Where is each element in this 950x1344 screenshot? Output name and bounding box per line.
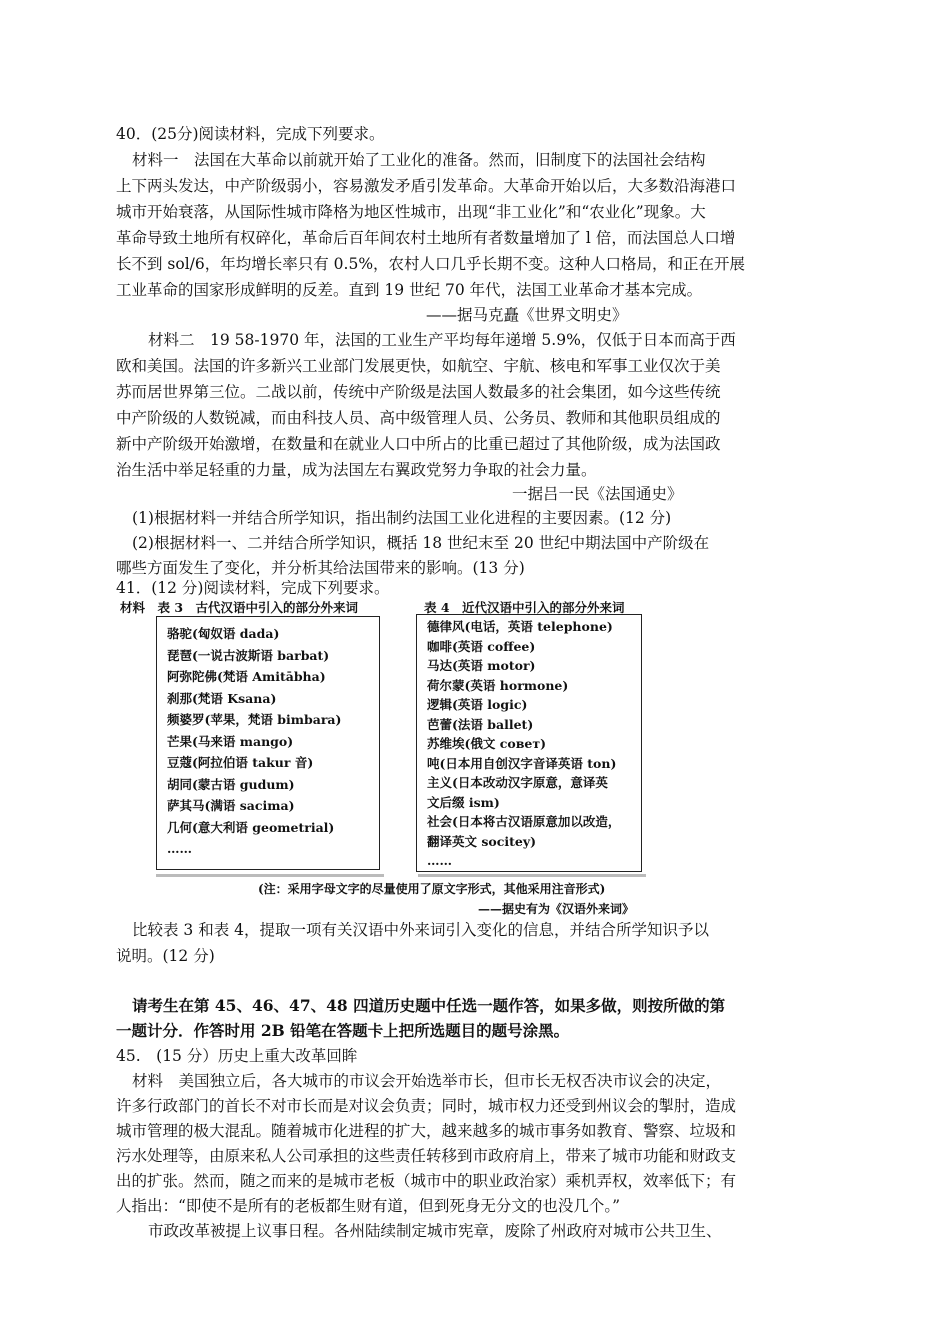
q40-m1-line: 材料一 法国在大革命以前就开始了工业化的准备。然而，旧制度下的法国社会结构 — [132, 151, 706, 169]
q41-requirement: 比较表 3 和表 4，提取一项有关汉语中外来词引入变化的信息，并结合所学知识予以 — [132, 921, 710, 939]
q45-title: 45. (15 分）历史上重大改革回眸 — [116, 1047, 358, 1065]
q40-m2-line: 苏而居世界第三位。二战以前，传统中产阶级是法国人数最多的社会集团，如今这些传统 — [116, 383, 721, 401]
q45-line: 城市管理的极大混乱。随着城市化进程的扩大，越来越多的城市事务如教育、警察、垃圾和 — [116, 1122, 737, 1140]
table-note: (注：采用字母文字的尽量使用了原文字形式，其他采用注音形式) — [258, 882, 606, 896]
q45-line: 污水处理等，由原来私人公司承担的这些责任转移到市政府肩上，带来了城市功能和财政支 — [116, 1147, 737, 1165]
q40-requirement-2: (2)根据材料一、二并结合所学知识，概括 18 世纪末至 20 世纪中期法国中产阶级在 — [132, 534, 710, 552]
q40-m1-line: 长不到 sol/6，年均增长率只有 0.5%，农村人口几乎长期不变。这种人口格局，和正在开展 — [116, 255, 746, 273]
q45-line: 出的扩张。然而，随之而来的是城市老板（城市中的职业政治家）乘机弄权，效率低下；有 — [116, 1172, 737, 1190]
q40-requirement-2-cont: 哪些方面发生了变化，并分析其给法国带来的影响。(13 分) — [116, 559, 525, 577]
table3-row: 几何(意大利语 geometrial) — [167, 819, 335, 835]
table4-shadow — [418, 874, 646, 877]
q45-line: 材料 美国独立后，各大城市的市议会开始选举市长，但市长无权否决市议会的决定， — [132, 1072, 722, 1090]
table4-row: 芭蕾(法语 ballet) — [427, 716, 534, 732]
q45-line: 许多行政部门的首长不对市长而是对议会负责；同时，城市权力还受到州议会的掣肘，造成 — [116, 1097, 737, 1115]
table4-heading: 表 4 近代汉语中引入的部分外来词 — [424, 600, 625, 615]
q40-m2-line: 欧和美国。法国的许多新兴工业部门发展更快，如航空、宇航、核电和军事工业仅次于美 — [116, 357, 721, 375]
table3-row: 频婆罗(苹果，梵语 bimbara) — [167, 712, 342, 727]
q40-m1-source: ——据马克矗《世界文明史》 — [426, 306, 628, 324]
table3-shadow — [156, 874, 384, 877]
table3-heading: 材料 表 3 古代汉语中引入的部分外来词 — [120, 600, 359, 615]
q40-m1-line: 工业革命的国家形成鲜明的反差。直到 19 世纪 70 年代，法国工业革命才基本完成。 — [116, 281, 703, 299]
q40-m1-line: 上下两头发达，中产阶级弱小，容易激发矛盾引发革命。大革命开始以后，大多数沿海港口 — [116, 177, 737, 195]
table4-row: 德律风(电话，英语 telephone) — [427, 619, 613, 634]
table4-row: 社会(日本将古汉语原意加以改造， — [427, 814, 621, 829]
table3-row: 琵琶(一说古波斯语 barbat) — [167, 647, 330, 663]
q40-m1-line: 城市开始衰落，从国际性城市降格为地区性城市，出现“非工业化”和“农业化”现象。大 — [116, 203, 706, 221]
table4-row: 文后缀 ism) — [427, 794, 500, 810]
table-source: ——据史有为《汉语外来词》 — [478, 902, 635, 916]
table4-row: 马达(英语 motor) — [427, 658, 536, 673]
selection-notice: 请考生在第 45、46、47、48 四道历史题中任选一题作答，如果多做，则按所做的第 — [132, 996, 726, 1015]
q40-m2-line: 中产阶级的人数锐减，而由科技人员、高中级管理人员、公务员、教师和其他职员组成的 — [116, 409, 721, 427]
table4-row: 逻辑(英语 logic) — [427, 697, 528, 712]
table3-row: 豆蔻(阿拉伯语 takur 音) — [167, 755, 314, 770]
table3-row: 胡同(蒙古语 gudum) — [167, 776, 295, 792]
table3-row: 骆驼(匈奴语 dada) — [167, 626, 280, 641]
q40-m2-line: 治生活中举足轻重的力量，成为法国左右翼政党努力争取的社会力量。 — [116, 461, 597, 479]
q40-title: 40．(25分)阅读材料，完成下列要求。 — [116, 125, 385, 143]
q40-m2-source: 一据吕一民《法国通史》 — [512, 485, 683, 503]
q41-requirement-cont: 说明。(12 分) — [116, 947, 215, 965]
q40-m2-line: 新中产阶级开始激增，在数量和在就业人口中所占的比重已超过了其他阶级，成为法国政 — [116, 435, 721, 453]
table4 — [416, 614, 642, 872]
table4-row: 咖啡(英语 coffee) — [427, 638, 536, 654]
selection-notice-cont: 一题计分．作答时用 2B 铅笔在答题卡上把所选题目的题号涂黑。 — [116, 1021, 570, 1040]
table3-row: 芒果(马来语 mango) — [167, 733, 294, 749]
q41-title: 41．(12 分)阅读材料，完成下列要求。 — [116, 579, 390, 597]
table3-row: …… — [167, 841, 192, 856]
q40-m1-line: 革命导致土地所有权碎化，革命后百年间农村土地所有者数量增加了 l 倍，而法国总人口增 — [116, 229, 736, 247]
table4-row: 荷尔蒙(英语 hormone) — [427, 677, 569, 693]
q40-requirement-1: (1)根据材料一并结合所学知识，指出制约法国工业化进程的主要因素。(12 分) — [132, 509, 672, 527]
table4-row: 苏维埃(俄文 совет) — [427, 736, 547, 751]
table4-row: 翻译英文 socitey) — [427, 833, 536, 849]
table3-row: 萨其马(满语 sacima) — [167, 798, 295, 813]
table3 — [156, 616, 380, 870]
table3-row: 刹那(梵语 Ksana) — [167, 690, 277, 706]
table4-row: 吨(日本用自创汉字音译英语 ton) — [427, 755, 617, 771]
q45-line: 人指出：“即使不是所有的老板都生财有道，但到死身无分文的也没几个。” — [116, 1197, 621, 1215]
table3-row: 阿弥陀佛(梵语 Amitābha) — [167, 669, 326, 684]
q45-last-line: 市政改革被提上议事日程。各州陆续制定城市宪章，废除了州政府对城市公共卫生、 — [148, 1222, 722, 1240]
table4-row: …… — [427, 853, 452, 868]
q40-m2-line: 材料二 19 58-1970 年，法国的工业生产平均每年递增 5.9%，仅低于日本而高于西 — [148, 331, 736, 349]
table4-row: 主义(日本改动汉字原意，意译英 — [427, 775, 608, 790]
